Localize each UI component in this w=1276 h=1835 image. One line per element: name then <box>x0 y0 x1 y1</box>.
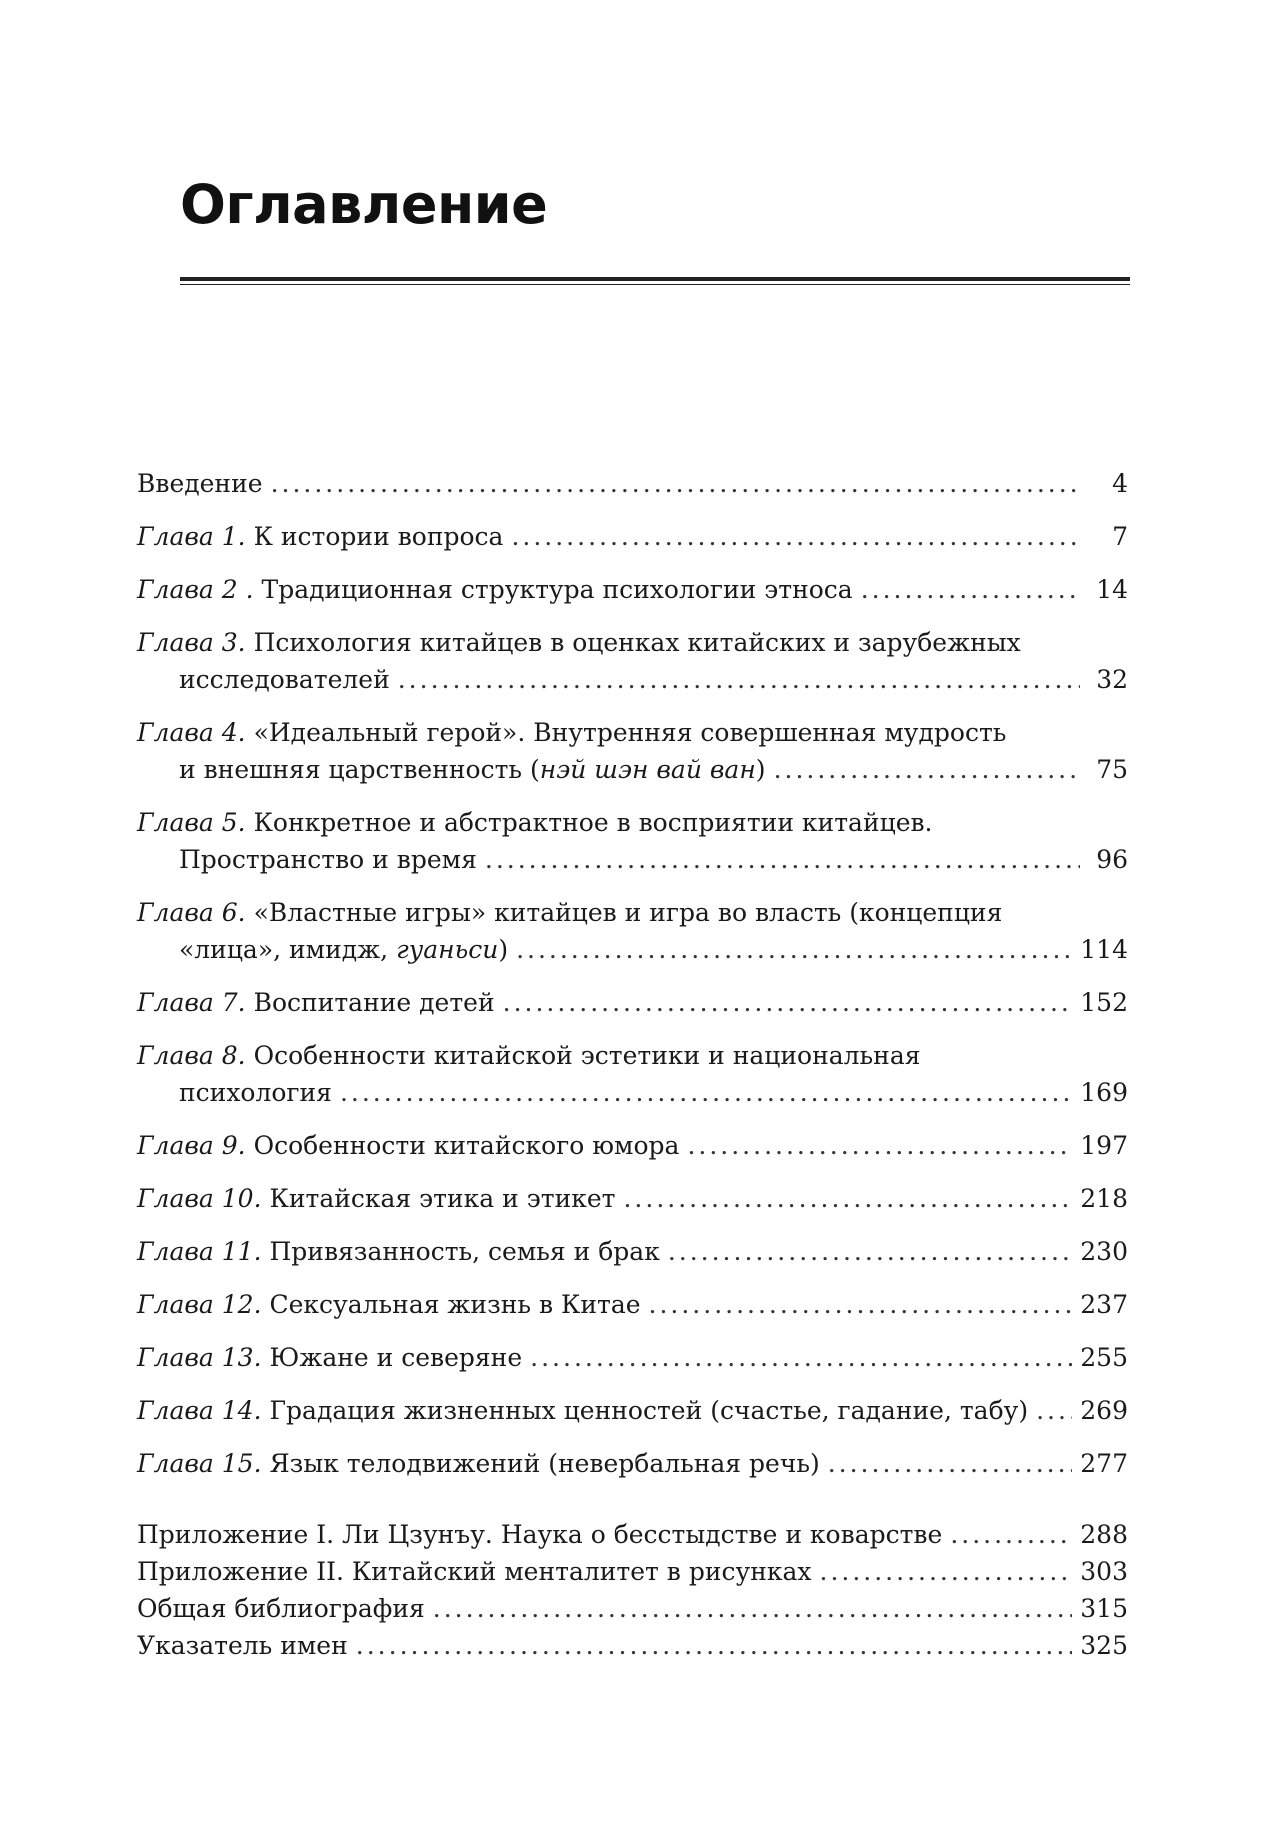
dot-leader <box>623 1180 1072 1217</box>
page-number: 152 <box>1080 988 1128 1017</box>
toc-entry-chapter-4[interactable] <box>137 714 1128 788</box>
page-number: 255 <box>1080 1343 1128 1372</box>
page-number: 96 <box>1096 845 1128 874</box>
chapter-label: Глава 8. <box>137 1041 246 1070</box>
chapter-label: Глава 2 . <box>137 575 254 604</box>
toc-entry-title: К истории вопроса <box>245 522 504 551</box>
toc-entry-chapter-13[interactable] <box>137 1339 1128 1376</box>
dot-leader <box>668 1233 1072 1270</box>
dot-leader <box>340 1074 1072 1111</box>
page-number: 325 <box>1080 1631 1128 1660</box>
table-of-contents <box>137 465 1128 1664</box>
dot-leader <box>271 465 1080 502</box>
toc-entry-appendix-2[interactable] <box>137 1553 1128 1590</box>
transliterated-term: нэй шэн вай ван <box>539 755 756 784</box>
chapter-label: Глава 11. <box>137 1237 262 1266</box>
toc-entry-name-index[interactable] <box>137 1627 1128 1664</box>
toc-entry-title: Приложение II. Китайский менталитет в рисунках <box>137 1557 812 1586</box>
dot-leader <box>530 1339 1072 1376</box>
dot-leader <box>516 931 1072 968</box>
dot-leader <box>820 1553 1073 1590</box>
toc-entry-title: Особенности китайской эстетики и национальная <box>245 1041 921 1070</box>
toc-entry-title: Приложение I. Ли Цзунъу. Наука о бесстыдстве и коварстве <box>137 1520 943 1549</box>
toc-entry-chapter-15[interactable] <box>137 1445 1128 1482</box>
closing-paren: ) <box>755 755 766 784</box>
chapter-label: Глава 9. <box>137 1131 246 1160</box>
dot-leader <box>861 571 1080 608</box>
toc-entry-bibliography[interactable] <box>137 1590 1128 1627</box>
toc-entry-title-continuation: Пространство и время <box>179 845 477 874</box>
dot-leader <box>687 1127 1072 1164</box>
toc-entry-title: Особенности китайского юмора <box>245 1131 680 1160</box>
toc-entry-chapter-7[interactable] <box>137 984 1128 1021</box>
dot-leader <box>398 661 1080 698</box>
toc-entry-chapter-3[interactable] <box>137 624 1128 698</box>
page-number: 75 <box>1096 755 1128 784</box>
page-number: 197 <box>1080 1131 1128 1160</box>
toc-entry-chapter-8[interactable] <box>137 1037 1128 1111</box>
toc-entry-title: Общая библиография <box>137 1594 425 1623</box>
toc-entry-title: «Идеальный герой». Внутренняя совершенная мудрость <box>245 718 1007 747</box>
page-number: 169 <box>1080 1078 1128 1107</box>
chapter-label: Глава 3. <box>137 628 246 657</box>
transliterated-term: гуаньси <box>396 935 499 964</box>
dot-leader <box>1036 1392 1072 1429</box>
chapter-label: Глава 14. <box>137 1396 262 1425</box>
toc-entry-title-continuation: «лица», имидж, <box>179 935 397 964</box>
dot-leader <box>774 751 1080 788</box>
title-divider <box>180 277 1130 287</box>
toc-entry-title: Указатель имен <box>137 1631 348 1660</box>
dot-leader <box>485 841 1080 878</box>
toc-entry-title-continuation: психология <box>179 1078 332 1107</box>
chapter-label: Глава 1. <box>137 522 246 551</box>
toc-entry-chapter-2[interactable] <box>137 571 1128 608</box>
dot-leader <box>649 1286 1073 1323</box>
toc-entry-title: Градация жизненных ценностей (счастье, гадание, табу) <box>261 1396 1029 1425</box>
dot-leader <box>433 1590 1073 1627</box>
dot-leader <box>828 1445 1073 1482</box>
page-number: 288 <box>1080 1520 1128 1549</box>
page-number: 303 <box>1080 1557 1128 1586</box>
toc-entry-chapter-10[interactable] <box>137 1180 1128 1217</box>
toc-entry-title: Психология китайцев в оценках китайских и зарубежных <box>245 628 1021 657</box>
toc-entry-appendix-1[interactable] <box>137 1516 1128 1553</box>
toc-entry-title: «Властные игры» китайцев и игра во власть (концепция <box>245 898 1003 927</box>
page-number: 7 <box>1112 522 1128 551</box>
chapter-label: Глава 10. <box>137 1184 262 1213</box>
page-number: 269 <box>1080 1396 1128 1425</box>
page-number: 4 <box>1112 469 1128 498</box>
toc-entry-chapter-12[interactable] <box>137 1286 1128 1323</box>
chapter-label: Глава 4. <box>137 718 246 747</box>
chapter-label: Глава 5. <box>137 808 246 837</box>
toc-entry-title: Сексуальная жизнь в Китае <box>261 1290 641 1319</box>
page-number: 237 <box>1080 1290 1128 1319</box>
page-number: 230 <box>1080 1237 1128 1266</box>
toc-entry-chapter-9[interactable] <box>137 1127 1128 1164</box>
page-title: Оглавление <box>180 173 548 236</box>
page-number: 114 <box>1080 935 1128 964</box>
toc-entry-chapter-6[interactable] <box>137 894 1128 968</box>
toc-entry-introduction[interactable] <box>137 465 1128 502</box>
page-number: 218 <box>1080 1184 1128 1213</box>
toc-entry-chapter-5[interactable] <box>137 804 1128 878</box>
toc-entry-title: Южане и северяне <box>261 1343 523 1372</box>
toc-entry-title: Традиционная структура психологии этноса <box>253 575 853 604</box>
toc-entry-title: Китайская этика и этикет <box>261 1184 616 1213</box>
dot-leader <box>356 1627 1073 1664</box>
toc-entry-title-continuation: исследователей <box>179 665 390 694</box>
chapter-label: Глава 7. <box>137 988 246 1017</box>
chapter-label: Глава 12. <box>137 1290 262 1319</box>
chapter-label: Глава 6. <box>137 898 246 927</box>
toc-entry-title-continuation: и внешняя царственность ( <box>179 755 540 784</box>
toc-entry-title: Язык телодвижений (невербальная речь) <box>261 1449 820 1478</box>
toc-entry-title: Привязанность, семья и брак <box>261 1237 660 1266</box>
dot-leader <box>511 518 1080 555</box>
toc-entry-title: Воспитание детей <box>245 988 495 1017</box>
closing-paren: ) <box>498 935 509 964</box>
page-number: 32 <box>1096 665 1128 694</box>
toc-entry-title: Конкретное и абстрактное в восприятии китайцев. <box>245 808 933 837</box>
page-number: 14 <box>1096 575 1128 604</box>
dot-leader <box>503 984 1073 1021</box>
chapter-label: Глава 15. <box>137 1449 262 1478</box>
chapter-label: Глава 13. <box>137 1343 262 1372</box>
toc-entry-title: Введение <box>137 469 263 498</box>
toc-entry-chapter-1[interactable] <box>137 518 1128 555</box>
toc-entry-chapter-11[interactable] <box>137 1233 1128 1270</box>
page-number: 277 <box>1080 1449 1128 1478</box>
dot-leader <box>950 1516 1072 1553</box>
page-number: 315 <box>1080 1594 1128 1623</box>
toc-entry-chapter-14[interactable] <box>137 1392 1128 1429</box>
